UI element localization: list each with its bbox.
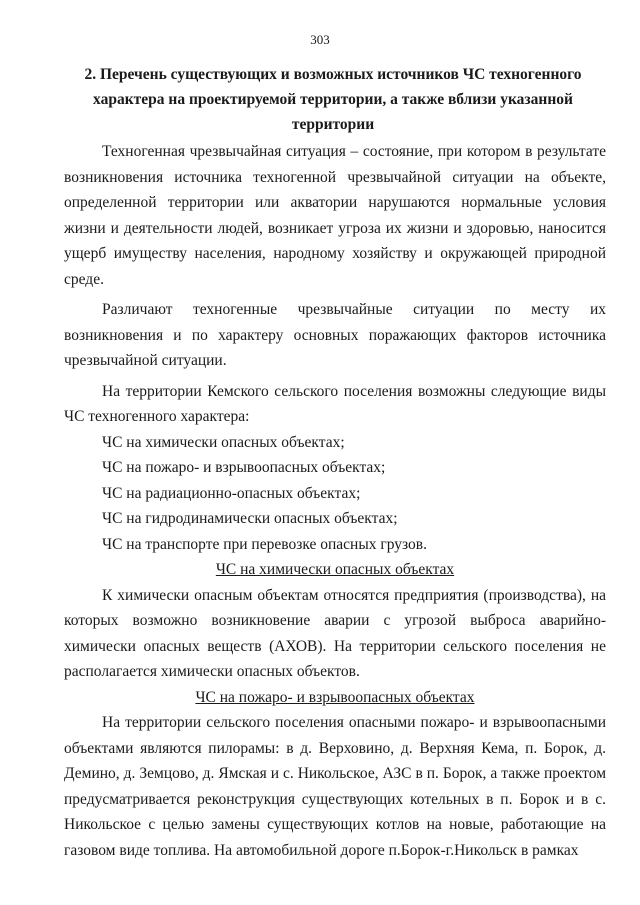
subheading-chemical: ЧС на химически опасных объектах <box>215 561 455 578</box>
heading-line-3: территории <box>291 116 375 133</box>
heading-line-1: 2. Перечень существующих и возможных источников ЧС техногенного <box>84 66 582 83</box>
paragraph-chemical: К химически опасным объектам относятся предприятия (производства), на которых возможно возникновение аварии с угрозой выброса аварийно-химически опасных веществ (АХОВ). На территории сельского поселения не располагается химически опасных объектов. <box>64 586 606 680</box>
paragraph-classification: Различают техногенные чрезвычайные ситуации по месту их возникновения и по характеру основных поражающих факторов источника чрезвычайной ситуации. <box>64 301 606 369</box>
list-item: ЧС на транспорте при перевозке опасных грузов. <box>102 535 427 553</box>
page-number: 303 <box>310 32 330 47</box>
emergency-types-list <box>64 430 606 558</box>
document-body <box>64 139 606 863</box>
list-item: ЧС на химически опасных объектах; <box>102 433 345 451</box>
heading-line-2: характера на проектируемой территории, а также вблизи указанной <box>93 91 573 108</box>
document-heading <box>78 62 588 137</box>
list-item: ЧС на пожаро- и взрывоопасных объектах; <box>102 459 386 476</box>
list-item: ЧС на гидродинамически опасных объектах; <box>102 510 398 527</box>
list-item: ЧС на радиационно-опасных объектах; <box>102 484 361 502</box>
paragraph-types-intro: На территории Кемского сельского поселения возможны следующие виды ЧС техногенного характера: <box>64 382 606 425</box>
subheading-fire: ЧС на пожаро- и взрывоопасных объектах <box>195 688 475 706</box>
paragraph-fire: На территории сельского поселения опасными пожаро- и взрывоопасными объектами являются пилорамы: в д. Верховино, д. Верхняя Кема, п. Борок, д. Демино, д. Земцово, д. Ямская и с. Никольское, АЗС в п. Борок, а также проектом предусматривается реконструкция существующих котельных в п. Борок и в с. Никольское с целью замены существующих котлов на новые, работающие на газовом виде топлива. На автомобильной дороге п.Борок-г.Никольск в рамках <box>64 714 606 859</box>
paragraph-definition: Техногенная чрезвычайная ситуация – состояние, при котором в результате возникновения источника техногенной чрезвычайной ситуации на объекте, определенной территории или акватории нарушаются нормальные условия жизни и деятельности людей, возникает угроза их жизни и здоровью, наносится ущерб имуществу населения, народному хозяйству и окружающей природной среде. <box>64 143 606 288</box>
